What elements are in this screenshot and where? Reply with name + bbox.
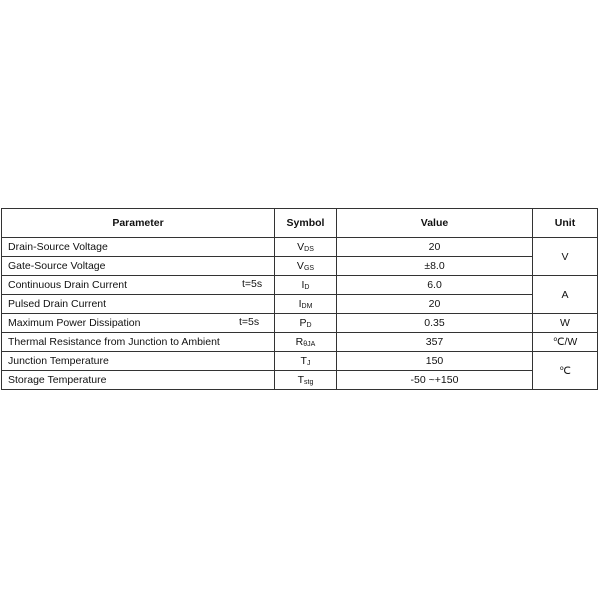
symbol-cell [275, 352, 337, 371]
parameter-cell [2, 352, 275, 371]
symbol-main: V [297, 241, 305, 253]
value-cell: ±8.0 [337, 257, 533, 276]
table-row [2, 371, 598, 390]
symbol-main: T [297, 374, 305, 386]
table-row [2, 333, 598, 352]
symbol-cell [275, 371, 337, 390]
symbol-subscript: stg [304, 379, 314, 386]
value-cell: 20 [337, 238, 533, 257]
table-row [2, 314, 598, 333]
symbol-main: R [295, 336, 304, 348]
symbol-cell [275, 238, 337, 257]
symbol-main: I [298, 298, 302, 310]
parameter-name: Junction Temperature [8, 355, 109, 367]
unit-cell: ℃ [533, 352, 598, 390]
value-cell: 20 [337, 295, 533, 314]
symbol-cell [275, 295, 337, 314]
parameter-name: Storage Temperature [8, 374, 107, 386]
test-condition: t=5s [242, 278, 263, 290]
table-row [2, 352, 598, 371]
symbol-subscript: D [306, 322, 312, 329]
parameter-name: Continuous Drain Current [8, 279, 128, 291]
symbol-cell [275, 333, 337, 352]
parameter-name: Gate-Source Voltage [8, 260, 106, 272]
unit-cell: ℃/W [533, 333, 598, 352]
value-cell: 6.0 [337, 276, 533, 295]
table-row [2, 257, 598, 276]
symbol-cell [275, 314, 337, 333]
parameter-cell [2, 314, 275, 333]
value-cell: 357 [337, 333, 533, 352]
value-cell: 150 [337, 352, 533, 371]
header-symbol: Symbol [275, 209, 337, 238]
symbol-subscript: GS [303, 265, 315, 272]
symbol-subscript: θJA [303, 341, 316, 348]
parameter-cell [2, 333, 275, 352]
unit-cell: A [533, 276, 598, 314]
parameter-name: Drain-Source Voltage [8, 241, 108, 253]
symbol-subscript: J [306, 360, 311, 367]
value-cell: -50 ~+150 [337, 371, 533, 390]
symbol-cell [275, 276, 337, 295]
parameter-cell [2, 238, 275, 257]
parameter-name: Pulsed Drain Current [8, 298, 107, 310]
parameter-cell [2, 295, 275, 314]
test-condition: t=5s [239, 316, 260, 328]
symbol-subscript: D [304, 284, 310, 291]
header-unit: Unit [533, 209, 598, 238]
parameter-cell [2, 257, 275, 276]
symbol-cell [275, 257, 337, 276]
parameter-cell [2, 371, 275, 390]
symbol-main: P [299, 317, 307, 329]
unit-cell: V [533, 238, 598, 276]
parameter-name: Thermal Resistance from Junction to Ambient [8, 336, 220, 348]
table-header-row [2, 209, 598, 238]
header-value: Value [337, 209, 533, 238]
parameter-cell [2, 276, 275, 295]
parameter-name: Maximum Power Dissipation [8, 317, 141, 329]
table-row [2, 276, 598, 295]
symbol-subscript: DM [301, 303, 313, 310]
table-row [2, 238, 598, 257]
header-parameter: Parameter [2, 209, 275, 238]
symbol-main: V [296, 260, 304, 272]
symbol-main: T [300, 355, 307, 367]
symbol-subscript: DS [304, 246, 314, 253]
symbol-main: I [301, 279, 305, 291]
absolute-maximum-ratings-table [1, 208, 598, 390]
table-row [2, 295, 598, 314]
value-cell: 0.35 [337, 314, 533, 333]
unit-cell: W [533, 314, 598, 333]
